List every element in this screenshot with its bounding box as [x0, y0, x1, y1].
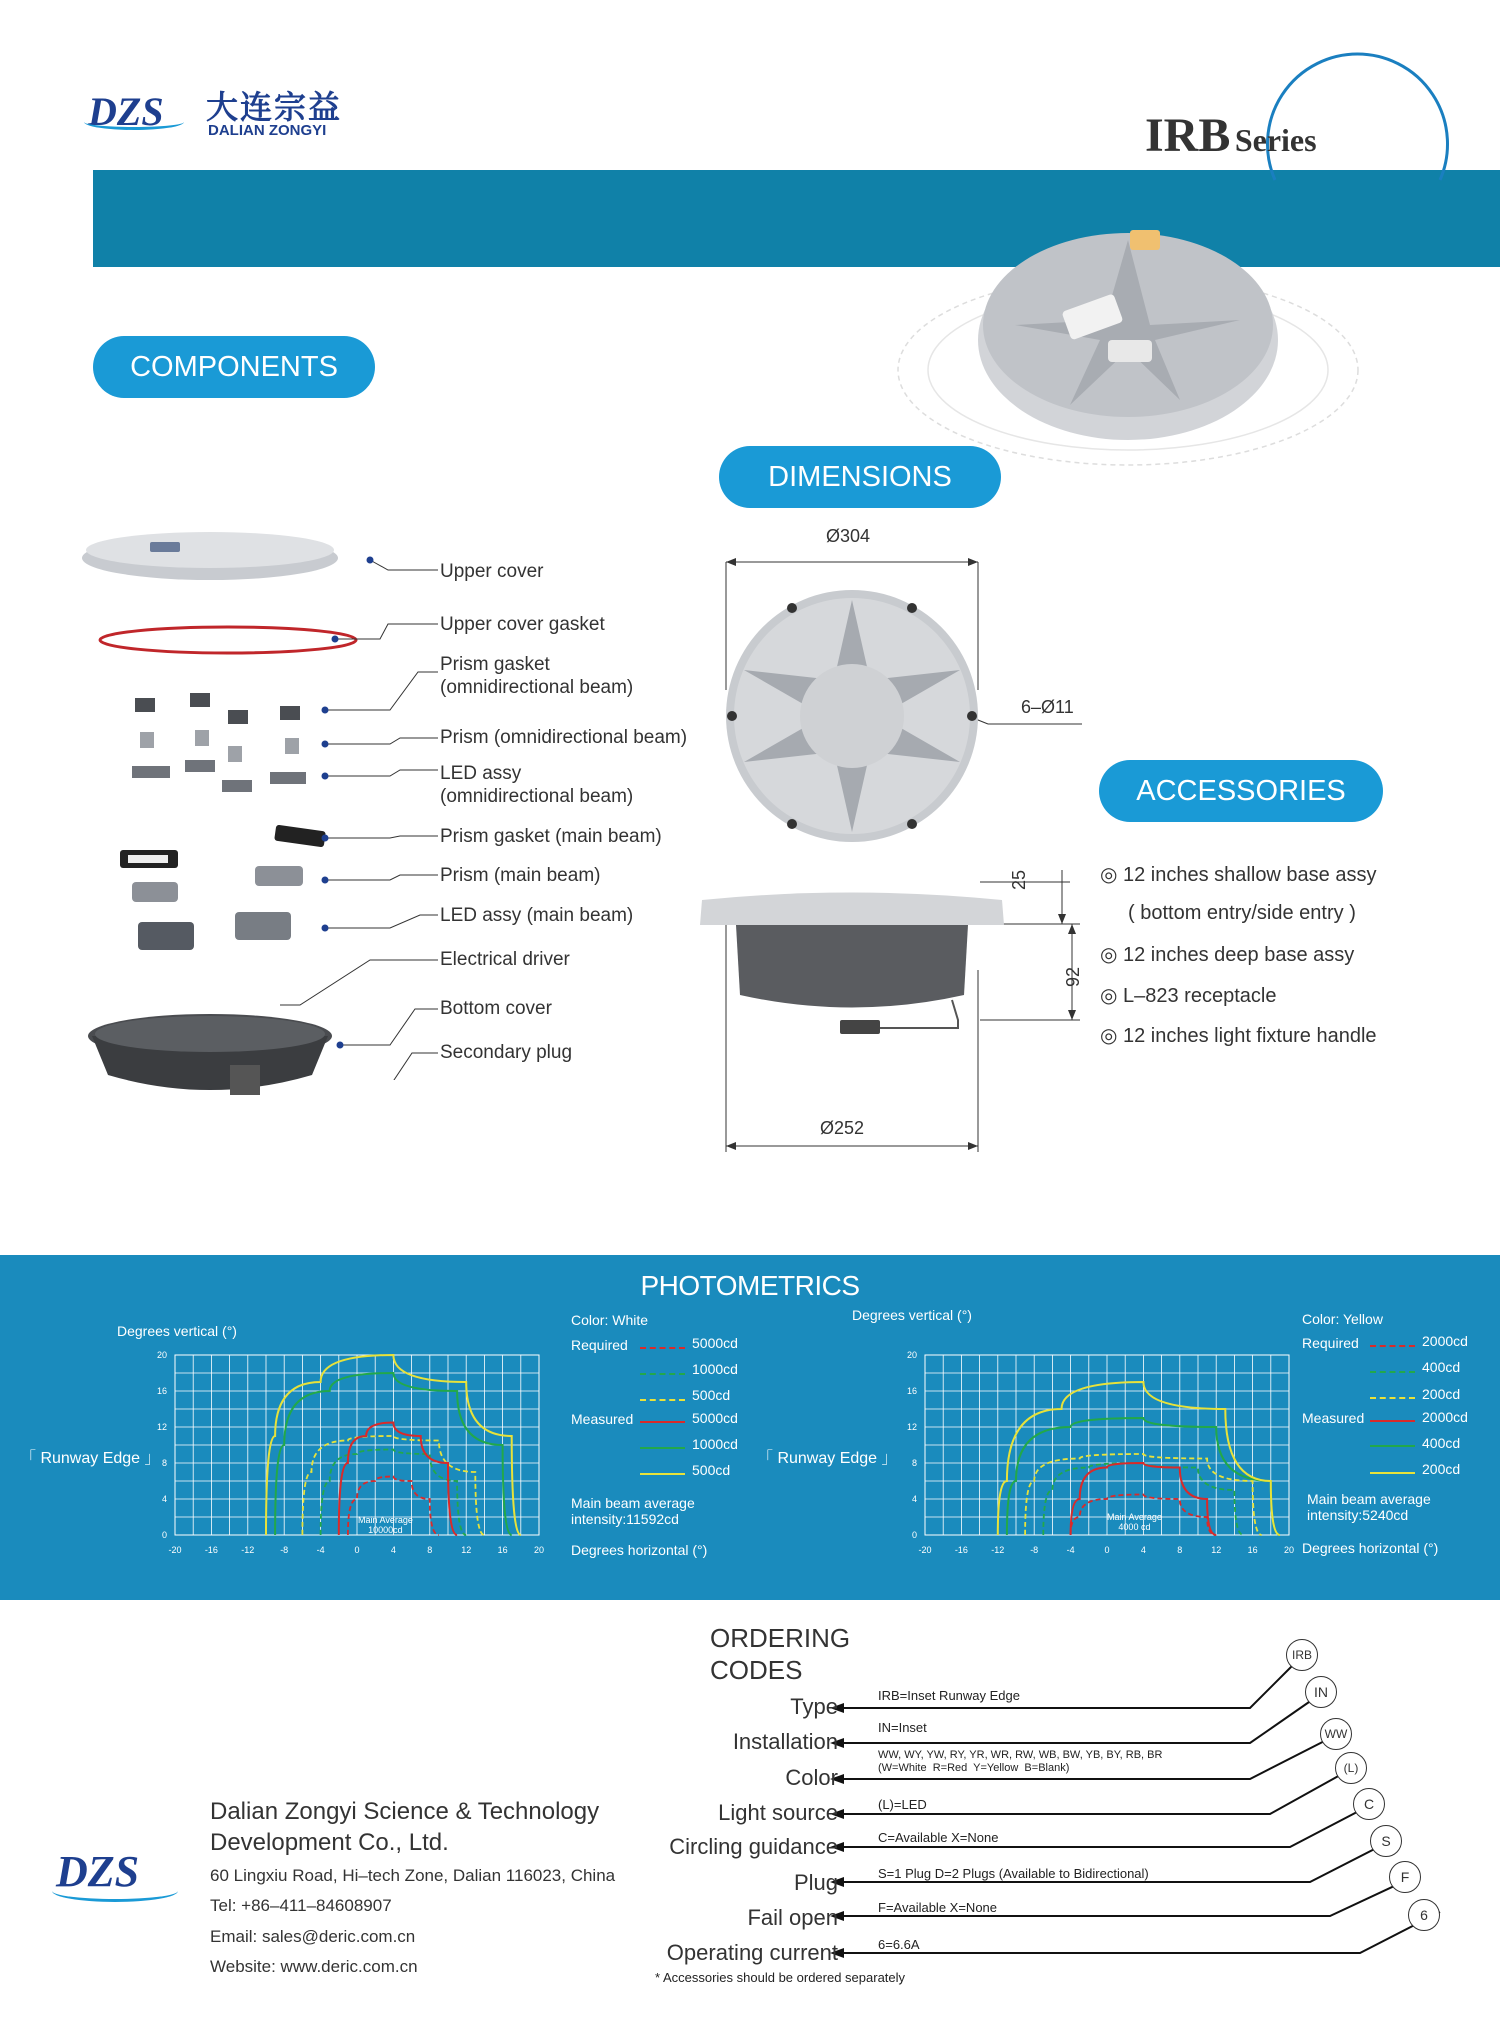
yellow-measured-label: Measured [1302, 1410, 1365, 1426]
x-tick-label: 0 [354, 1545, 360, 1555]
y-tick-label: 8 [911, 1458, 917, 1468]
component-prism-gasket-omni: Prism gasket (omnidirectional beam) [440, 654, 634, 698]
yellow-chart [750, 1255, 1500, 1600]
component-prism-omni: Prism (omnidirectional beam) [440, 727, 688, 748]
ordering-code-fail-open: F=Available X=None [878, 1900, 998, 1915]
ordering-note: * Accessories should be ordered separately [655, 1970, 906, 1985]
photometrics-heading: PHOTOMETRICS [640, 1270, 860, 1301]
accessory-item: ◎ 12 inches light fixture handle [1100, 1025, 1377, 1047]
ordering-label-current: Operating current [666, 1940, 838, 1965]
x-tick-label: -16 [954, 1545, 968, 1555]
white-chart [0, 1255, 750, 1600]
x-tick-label: 8 [1177, 1545, 1183, 1555]
yellow-main-beam: Main beam average intensity:5240cd [1307, 1491, 1431, 1523]
white-xlabel: Degrees horizontal (°) [571, 1542, 708, 1558]
ordering-label-type: Type [790, 1694, 838, 1719]
header-rings [880, 40, 1500, 470]
x-tick-label: 4 [390, 1545, 396, 1555]
company-name-cn: 大连宗益 [206, 88, 343, 126]
yellow-req-line-green [1370, 1371, 1415, 1373]
y-tick-label: 0 [911, 1530, 917, 1540]
yellow-xlabel: Degrees horizontal (°) [1302, 1540, 1439, 1556]
x-tick-label: 0 [1104, 1545, 1110, 1555]
white-meas-value: 500cd [692, 1462, 731, 1478]
y-tick-label: 16 [906, 1386, 917, 1396]
y-tick-label: 4 [161, 1494, 167, 1504]
ordering-code-plug: S=1 Plug D=2 Plugs (Available to Bidirectional) [878, 1866, 1149, 1881]
ordering-label-circling: Circling guidance [669, 1834, 838, 1859]
yellow-meas-line-yellow [1370, 1472, 1415, 1474]
ordering-circle-current: 6 [1408, 1899, 1440, 1931]
component-prism-gasket-main: Prism gasket (main beam) [440, 826, 662, 847]
footer-dzs-logo-mark: DZS [56, 1847, 140, 1896]
yellow-req-line-red [1370, 1345, 1415, 1347]
y-tick-label: 16 [156, 1386, 167, 1396]
white-meas-line-red [640, 1421, 685, 1423]
x-tick-label: 20 [533, 1545, 545, 1555]
ordering-title: ORDERING CODES [710, 1623, 851, 1685]
component-electrical-driver: Electrical driver [440, 949, 570, 970]
company-name-en: DALIAN ZONGYI [208, 122, 327, 139]
yellow-color-label: Color: Yellow [1302, 1311, 1383, 1327]
x-tick-label: -20 [918, 1545, 932, 1555]
white-ylabel: Degrees vertical (°) [117, 1323, 237, 1339]
x-tick-label: -12 [991, 1545, 1005, 1555]
yellow-meas-value: 2000cd [1422, 1409, 1468, 1425]
white-req-value: 5000cd [692, 1335, 738, 1351]
x-tick-label: -4 [1066, 1545, 1075, 1555]
component-prism-main: Prism (main beam) [440, 865, 601, 886]
accessory-item: ◎ 12 inches shallow base assy [1100, 864, 1377, 886]
dimensions-drawing [690, 540, 1110, 1160]
series-sub: Series [1234, 122, 1317, 158]
yellow-meas-value: 200cd [1422, 1461, 1461, 1477]
yellow-meas-value: 400cd [1422, 1435, 1461, 1451]
x-tick-label: -16 [204, 1545, 218, 1555]
x-tick-label: -8 [1030, 1545, 1039, 1555]
white-center-label: Main Average 10000cd [358, 1515, 413, 1535]
yellow-side-label: 「 Runway Edge 」 [757, 1450, 898, 1467]
dzs-logo-mark: DZS [88, 89, 164, 134]
x-tick-label: -4 [316, 1545, 325, 1555]
yellow-ylabel: Degrees vertical (°) [852, 1307, 972, 1323]
component-upper-cover: Upper cover [440, 561, 544, 582]
dim-height-top: 25 [1009, 869, 1029, 890]
ordering-label-plug: Plug [793, 1870, 838, 1895]
dim-holes: 6–Ø11 [1021, 697, 1074, 717]
white-meas-line-green [640, 1447, 685, 1449]
ordering-label-color: Color [785, 1765, 838, 1790]
component-led-omni: LED assy (omnidirectional beam) [440, 763, 634, 807]
yellow-meas-line-green [1370, 1445, 1415, 1447]
ordering-circle-light-source: (L) [1335, 1752, 1367, 1784]
ordering-code-installation: IN=Inset [878, 1720, 927, 1735]
y-tick-label: 8 [161, 1458, 167, 1468]
x-tick-label: 12 [461, 1545, 472, 1555]
series-main: IRB [1145, 109, 1231, 162]
yellow-req-value: 2000cd [1422, 1333, 1468, 1349]
ordering-label-light-source: Light source [718, 1800, 838, 1825]
white-meas-line-yellow [640, 1473, 685, 1475]
footer-website: Website: www.deric.com.cn [210, 1957, 418, 1976]
y-tick-label: 4 [911, 1494, 917, 1504]
ordering-circle-circling: C [1353, 1788, 1385, 1820]
white-req-line-green [640, 1373, 685, 1375]
ordering-circle-type: IRB [1286, 1639, 1318, 1671]
accessory-item-note: ( bottom entry/side entry ) [1128, 902, 1356, 924]
x-tick-label: 16 [1247, 1545, 1258, 1555]
yellow-required-label: Required [1302, 1335, 1359, 1351]
yellow-req-value: 400cd [1422, 1359, 1461, 1375]
dimensions-heading: DIMENSIONS [719, 446, 1001, 508]
ordering-code-circling: C=Available X=None [878, 1830, 999, 1845]
footer-logo [52, 1842, 182, 1914]
ordering-circle-color: WW [1320, 1718, 1352, 1750]
x-tick-label: 12 [1211, 1545, 1222, 1555]
yellow-chart-plot [895, 1350, 1315, 1600]
white-req-value: 1000cd [692, 1361, 738, 1377]
ordering-code-light-source: (L)=LED [878, 1797, 927, 1812]
white-req-value: 500cd [692, 1387, 731, 1403]
yellow-req-line-yellow [1370, 1397, 1415, 1399]
ordering-code-color: WW, WY, YW, RY, YR, WR, RW, WB, BW, YB, BY, RB, BR (W=White R=Red Y=Yellow B=Blank) [878, 1749, 1163, 1774]
x-tick-label: 20 [1283, 1545, 1295, 1555]
footer-company-line1: Dalian Zongyi Science & Technology [210, 1798, 600, 1825]
ordering-code-type: IRB=Inset Runway Edge [878, 1688, 1020, 1703]
component-led-main: LED assy (main beam) [440, 905, 634, 926]
component-secondary-plug: Secondary plug [440, 1042, 573, 1063]
ordering-label-installation: Installation [732, 1729, 838, 1754]
x-tick-label: 16 [497, 1545, 508, 1555]
white-meas-value: 1000cd [692, 1436, 738, 1452]
components-heading: COMPONENTS [93, 336, 375, 398]
x-tick-label: -8 [280, 1545, 289, 1555]
logo-swoosh [84, 114, 184, 130]
white-req-line-red [640, 1347, 685, 1349]
footer-tel: Tel: +86–411–84608907 [210, 1896, 392, 1915]
x-tick-label: -20 [168, 1545, 182, 1555]
white-main-beam: Main beam average intensity:11592cd [571, 1495, 695, 1527]
white-meas-value: 5000cd [692, 1410, 738, 1426]
dim-top-diameter: Ø304 [826, 526, 871, 546]
white-side-label: 「 Runway Edge 」 [20, 1450, 161, 1467]
y-tick-label: 12 [906, 1422, 917, 1432]
white-chart-plot [145, 1350, 565, 1600]
footer-logo-swoosh [52, 1880, 178, 1902]
footer-company-line2: Development Co., Ltd. [210, 1829, 449, 1856]
dim-bottom-diameter: Ø252 [820, 1118, 865, 1138]
accessories-heading: ACCESSORIES [1099, 760, 1383, 822]
series-title [1145, 108, 1317, 163]
component-upper-cover-gasket: Upper cover gasket [440, 614, 605, 635]
footer-address: 60 Lingxiu Road, Hi–tech Zone, Dalian 116023, China [210, 1866, 616, 1885]
ordering-circle-fail-open: F [1389, 1861, 1421, 1893]
footer-email: Email: sales@deric.com.cn [210, 1927, 416, 1946]
white-color-label: Color: White [571, 1312, 649, 1328]
y-tick-label: 0 [161, 1530, 167, 1540]
ordering-code-current: 6=6.6A [878, 1937, 920, 1952]
yellow-center-label: Main Average 4000 cd [1107, 1512, 1162, 1532]
y-tick-label: 20 [156, 1350, 167, 1360]
components-leader-lines [280, 540, 440, 1080]
x-tick-label: 8 [427, 1545, 433, 1555]
ordering-circle-plug: S [1370, 1825, 1402, 1857]
yellow-req-value: 200cd [1422, 1386, 1461, 1402]
y-tick-label: 20 [906, 1350, 917, 1360]
white-required-label: Required [571, 1337, 628, 1353]
component-bottom-cover: Bottom cover [440, 998, 552, 1019]
header-logo [88, 82, 388, 142]
y-tick-label: 12 [156, 1422, 167, 1432]
white-req-line-yellow [640, 1399, 685, 1401]
x-tick-label: 4 [1140, 1545, 1146, 1555]
dim-height-total: 92 [1063, 966, 1083, 987]
ordering-label-fail-open: Fail open [747, 1905, 838, 1930]
white-measured-label: Measured [571, 1411, 634, 1427]
accessory-item: ◎ L–823 receptacle [1100, 985, 1277, 1007]
accessory-item: ◎ 12 inches deep base assy [1100, 944, 1355, 966]
x-tick-label: -12 [241, 1545, 255, 1555]
yellow-meas-line-red [1370, 1420, 1415, 1422]
ordering-circle-installation: IN [1305, 1676, 1337, 1708]
